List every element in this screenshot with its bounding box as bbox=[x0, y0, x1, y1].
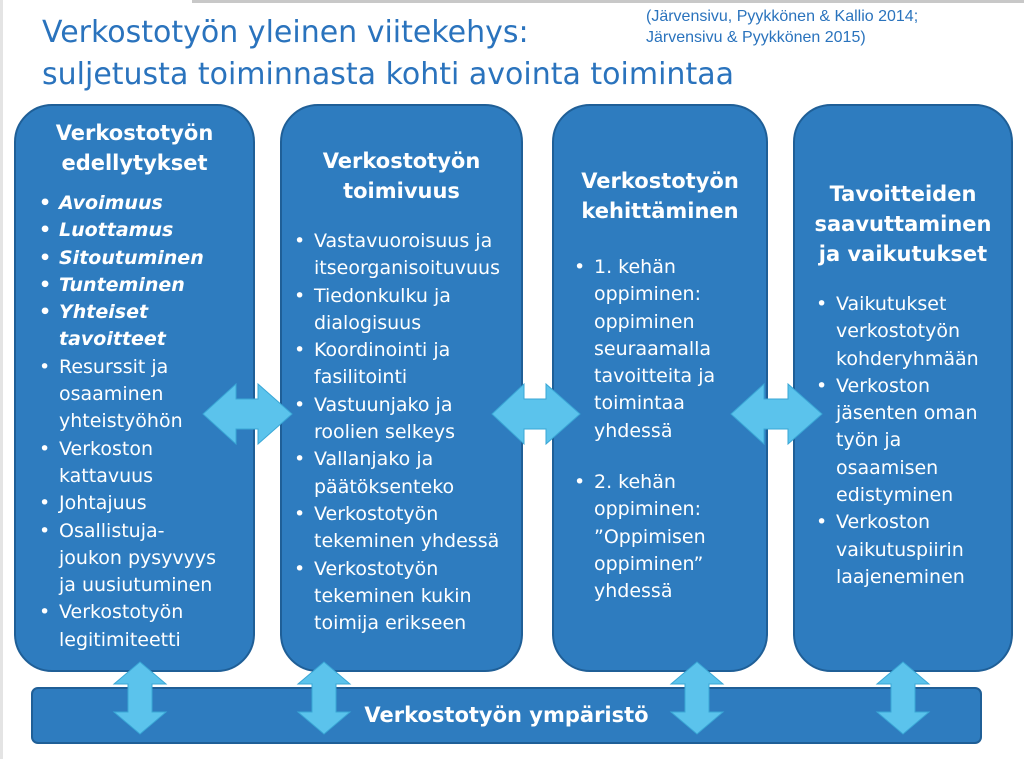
bullet-list bbox=[294, 228, 521, 637]
bullet-list bbox=[574, 254, 766, 606]
box-tavoitteiden-saavuttaminen bbox=[793, 104, 1013, 672]
list-item: • Luottamus bbox=[39, 217, 253, 244]
list-item: • 2. kehän oppiminen: ”Oppimisen oppiminen” yhdessä bbox=[574, 469, 766, 605]
list-item: • Vallanjako ja päätöksenteko bbox=[294, 446, 521, 501]
list-item: • Resurssit ja osaaminen yhteistyöhön bbox=[39, 354, 253, 436]
title-line-2: suljetusta toiminnasta kohti avointa toimintaa bbox=[42, 57, 734, 92]
list-item: • 1. kehän oppiminen: oppiminen seuraamalla tavoitteita ja toimintaa yhdessä bbox=[574, 254, 766, 445]
list-item: • Verkostotyön legitimiteetti bbox=[39, 599, 253, 654]
environment-bar bbox=[31, 687, 982, 744]
box-heading bbox=[795, 179, 1011, 269]
box-verkostotyon-kehittaminen bbox=[552, 104, 768, 672]
list-item: • Vaikutukset verkostotyön kohderyhmään bbox=[816, 291, 1011, 373]
box-heading bbox=[16, 118, 253, 178]
list-item: • Verkoston jäsenten oman työn ja osaamisen edistyminen bbox=[816, 373, 1011, 509]
list-item: • Tiedonkulku ja dialogisuus bbox=[294, 283, 521, 338]
list-item: • Avoimuus bbox=[39, 190, 253, 217]
bullet-list bbox=[816, 291, 1011, 591]
box-heading-line: toimivuus bbox=[343, 179, 460, 203]
citation bbox=[646, 6, 1006, 48]
box-heading bbox=[554, 166, 766, 226]
box-heading bbox=[282, 146, 521, 206]
bullet-list bbox=[39, 190, 253, 654]
list-item: • Tunteminen bbox=[39, 272, 253, 299]
box-heading-line: saavuttaminen bbox=[814, 212, 992, 236]
environment-label: Verkostotyön ympäristö bbox=[364, 703, 649, 727]
list-item: • Johtajuus bbox=[39, 490, 253, 517]
list-item: • Verkostotyön tekeminen kukin toimija erikseen bbox=[294, 556, 521, 638]
list-item: • Yhteiset tavoitteet bbox=[39, 299, 253, 354]
list-item: • Osallistuja- joukon pysyvyys ja uusiutuminen bbox=[39, 518, 253, 600]
frame-top-border bbox=[192, 0, 1024, 3]
list-item: • Koordinointi ja fasilitointi bbox=[294, 337, 521, 392]
box-heading-line: Verkostotyön bbox=[322, 149, 481, 173]
box-heading-line: Verkostotyön bbox=[55, 121, 214, 145]
list-item: • Vastavuoroisuus ja itseorganisoituvuus bbox=[294, 228, 521, 283]
box-verkostotyon-toimivuus bbox=[280, 104, 523, 672]
list-item: • Verkoston vaikutuspiirin laajeneminen bbox=[816, 509, 1011, 591]
list-item: • Verkostotyön tekeminen yhdessä bbox=[294, 501, 521, 556]
box-heading-line: edellytykset bbox=[61, 151, 208, 175]
frame-left-border bbox=[0, 0, 3, 759]
list-item: • Vastuunjako ja roolien selkeys bbox=[294, 392, 521, 447]
citation-line-1: (Järvensivu, Pyykkönen & Kallio 2014; bbox=[646, 8, 919, 25]
box-heading-line: ja vaikutukset bbox=[818, 242, 988, 266]
citation-line-2: Järvensivu & Pyykkönen 2015) bbox=[646, 29, 866, 46]
box-verkostotyon-edellytykset bbox=[14, 104, 255, 672]
box-heading-line: kehittäminen bbox=[581, 199, 739, 223]
box-heading-line: Verkostotyön bbox=[581, 169, 739, 193]
box-heading-line: Tavoitteiden bbox=[829, 182, 977, 206]
list-item: • Sitoutuminen bbox=[39, 245, 253, 272]
title-line-1: Verkostotyön yleinen viitekehys: bbox=[42, 15, 529, 50]
list-item: • Verkoston kattavuus bbox=[39, 436, 253, 491]
